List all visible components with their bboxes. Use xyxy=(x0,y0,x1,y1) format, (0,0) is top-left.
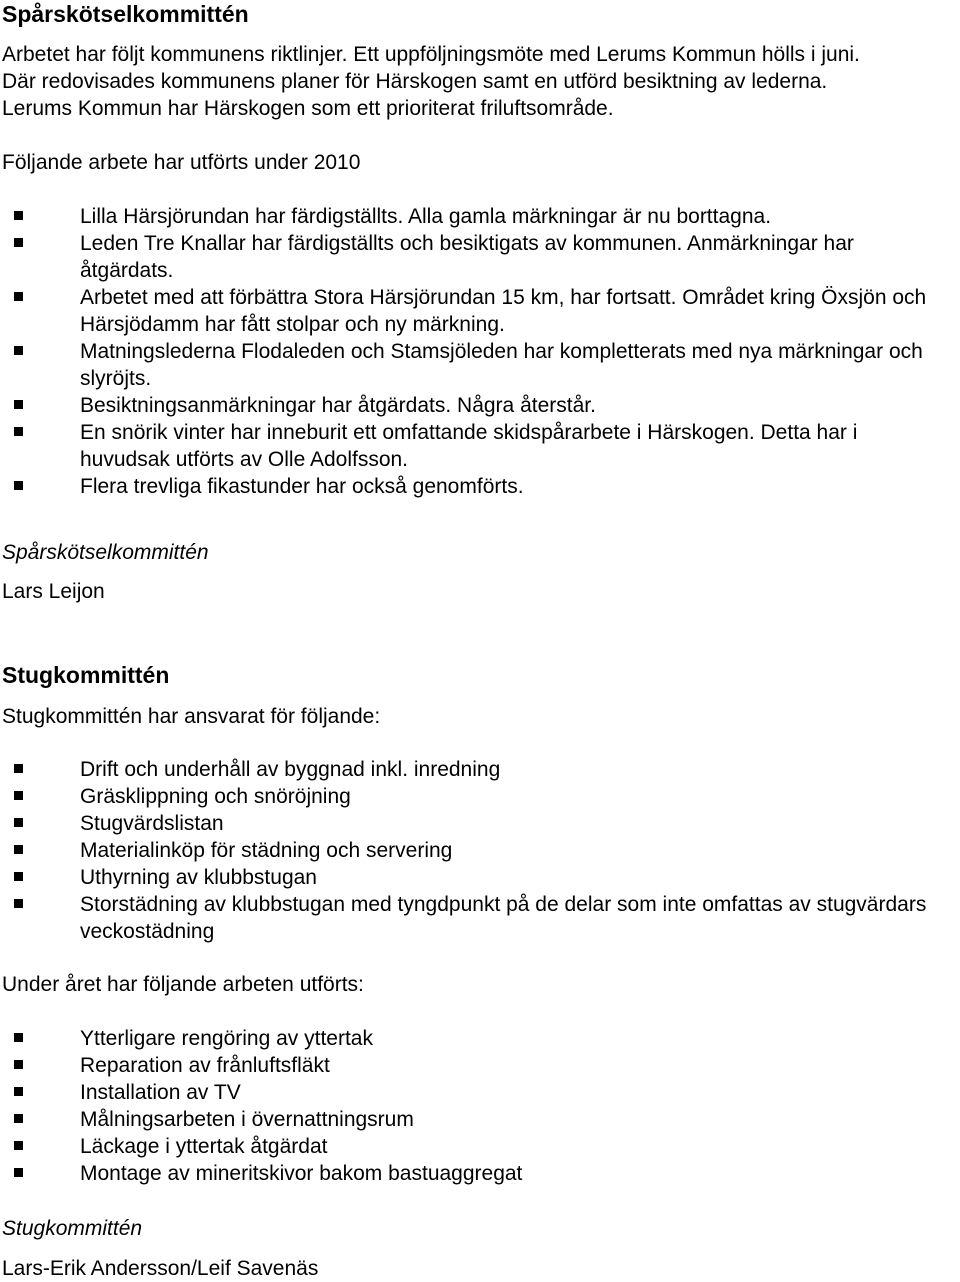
list-item: Flera trevliga fikastunder har också genomförts. xyxy=(2,473,952,500)
square-bullet-icon xyxy=(14,1087,23,1096)
square-bullet-icon xyxy=(14,346,23,355)
square-bullet-icon xyxy=(14,845,23,854)
square-bullet-icon xyxy=(14,292,23,301)
square-bullet-icon xyxy=(14,427,23,436)
list-item: Reparation av frånluftsfläkt xyxy=(2,1052,952,1079)
list-item: Drift och underhåll av byggnad inkl. inredning xyxy=(2,756,952,783)
square-bullet-icon xyxy=(14,238,23,247)
list-item: Storstädning av klubbstugan med tyngdpunkt på de delar som inte omfattas av stugvärdars veckostädning xyxy=(2,891,952,945)
spar-signature-committee: Spårskötselkommittén xyxy=(2,541,209,564)
list-item: Matningslederna Flodaleden och Stamsjöleden har kompletterats med nya märkningar och slyröjts. xyxy=(2,338,952,392)
stug-work-intro: Under året har följande arbeten utförts: xyxy=(2,973,364,996)
stug-work-list xyxy=(2,1025,952,1187)
stug-signature-committee: Stugkommittén xyxy=(2,1217,143,1240)
list-item: Stugvärdslistan xyxy=(2,810,952,837)
list-item: Uthyrning av klubbstugan xyxy=(2,864,952,891)
section-heading-stug: Stugkommittén xyxy=(2,662,170,688)
list-item: Läckage i yttertak åtgärdat xyxy=(2,1133,952,1160)
stug-intro: Stugkommittén har ansvarat för följande: xyxy=(2,705,381,728)
square-bullet-icon xyxy=(14,481,23,490)
spar-intro-line: Arbetet har följt kommunens riktlinjer. Ett uppföljningsmöte med Lerums Kommun hölls i juni. xyxy=(2,43,860,66)
square-bullet-icon xyxy=(14,899,23,908)
square-bullet-icon xyxy=(14,791,23,800)
square-bullet-icon xyxy=(14,1141,23,1150)
list-item: Gräsklippning och snöröjning xyxy=(2,783,952,810)
square-bullet-icon xyxy=(14,1060,23,1069)
square-bullet-icon xyxy=(14,211,23,220)
list-item: Målningsarbeten i övernattningsrum xyxy=(2,1106,952,1133)
spar-signature-person: Lars Leijon xyxy=(2,580,105,603)
list-item: Ytterligare rengöring av yttertak xyxy=(2,1025,952,1052)
list-item: Leden Tre Knallar har färdigställts och besiktigats av kommunen. Anmärkningar har åtgärdats. xyxy=(2,230,952,284)
list-item: Arbetet med att förbättra Stora Härsjörundan 15 km, har fortsatt. Området kring Öxsjön och Härsjödamm har fått stolpar och ny märkning. xyxy=(2,284,952,338)
section-heading-spar: Spårskötselkommittén xyxy=(2,1,249,27)
square-bullet-icon xyxy=(14,1168,23,1177)
square-bullet-icon xyxy=(14,400,23,409)
list-item: Lilla Härsjörundan har färdigställts. Alla gamla märkningar är nu borttagna. xyxy=(2,203,952,230)
spar-intro-paragraph xyxy=(2,41,952,122)
spar-work-list xyxy=(2,203,952,500)
stug-signature-person: Lars-Erik Andersson/Leif Savenäs xyxy=(2,1257,319,1280)
stug-responsibility-list xyxy=(2,756,952,945)
square-bullet-icon xyxy=(14,1033,23,1042)
list-item: Montage av mineritskivor bakom bastuaggregat xyxy=(2,1160,952,1187)
spar-intro-line: Där redovisades kommunens planer för Härskogen samt en utförd besiktning av lederna. xyxy=(2,70,828,93)
list-item: Besiktningsanmärkningar har åtgärdats. Några återstår. xyxy=(2,392,952,419)
square-bullet-icon xyxy=(14,818,23,827)
list-item: En snörik vinter har inneburit ett omfattande skidspårarbete i Härskogen. Detta har i huvudsak utförts av Olle Adolfsson. xyxy=(2,419,952,473)
spar-work-intro: Följande arbete har utförts under 2010 xyxy=(2,151,361,174)
square-bullet-icon xyxy=(14,872,23,881)
list-item: Materialinköp för städning och servering xyxy=(2,837,952,864)
square-bullet-icon xyxy=(14,1114,23,1123)
list-item: Installation av TV xyxy=(2,1079,952,1106)
square-bullet-icon xyxy=(14,764,23,773)
spar-intro-line: Lerums Kommun har Härskogen som ett prioriterat friluftsområde. xyxy=(2,97,614,120)
